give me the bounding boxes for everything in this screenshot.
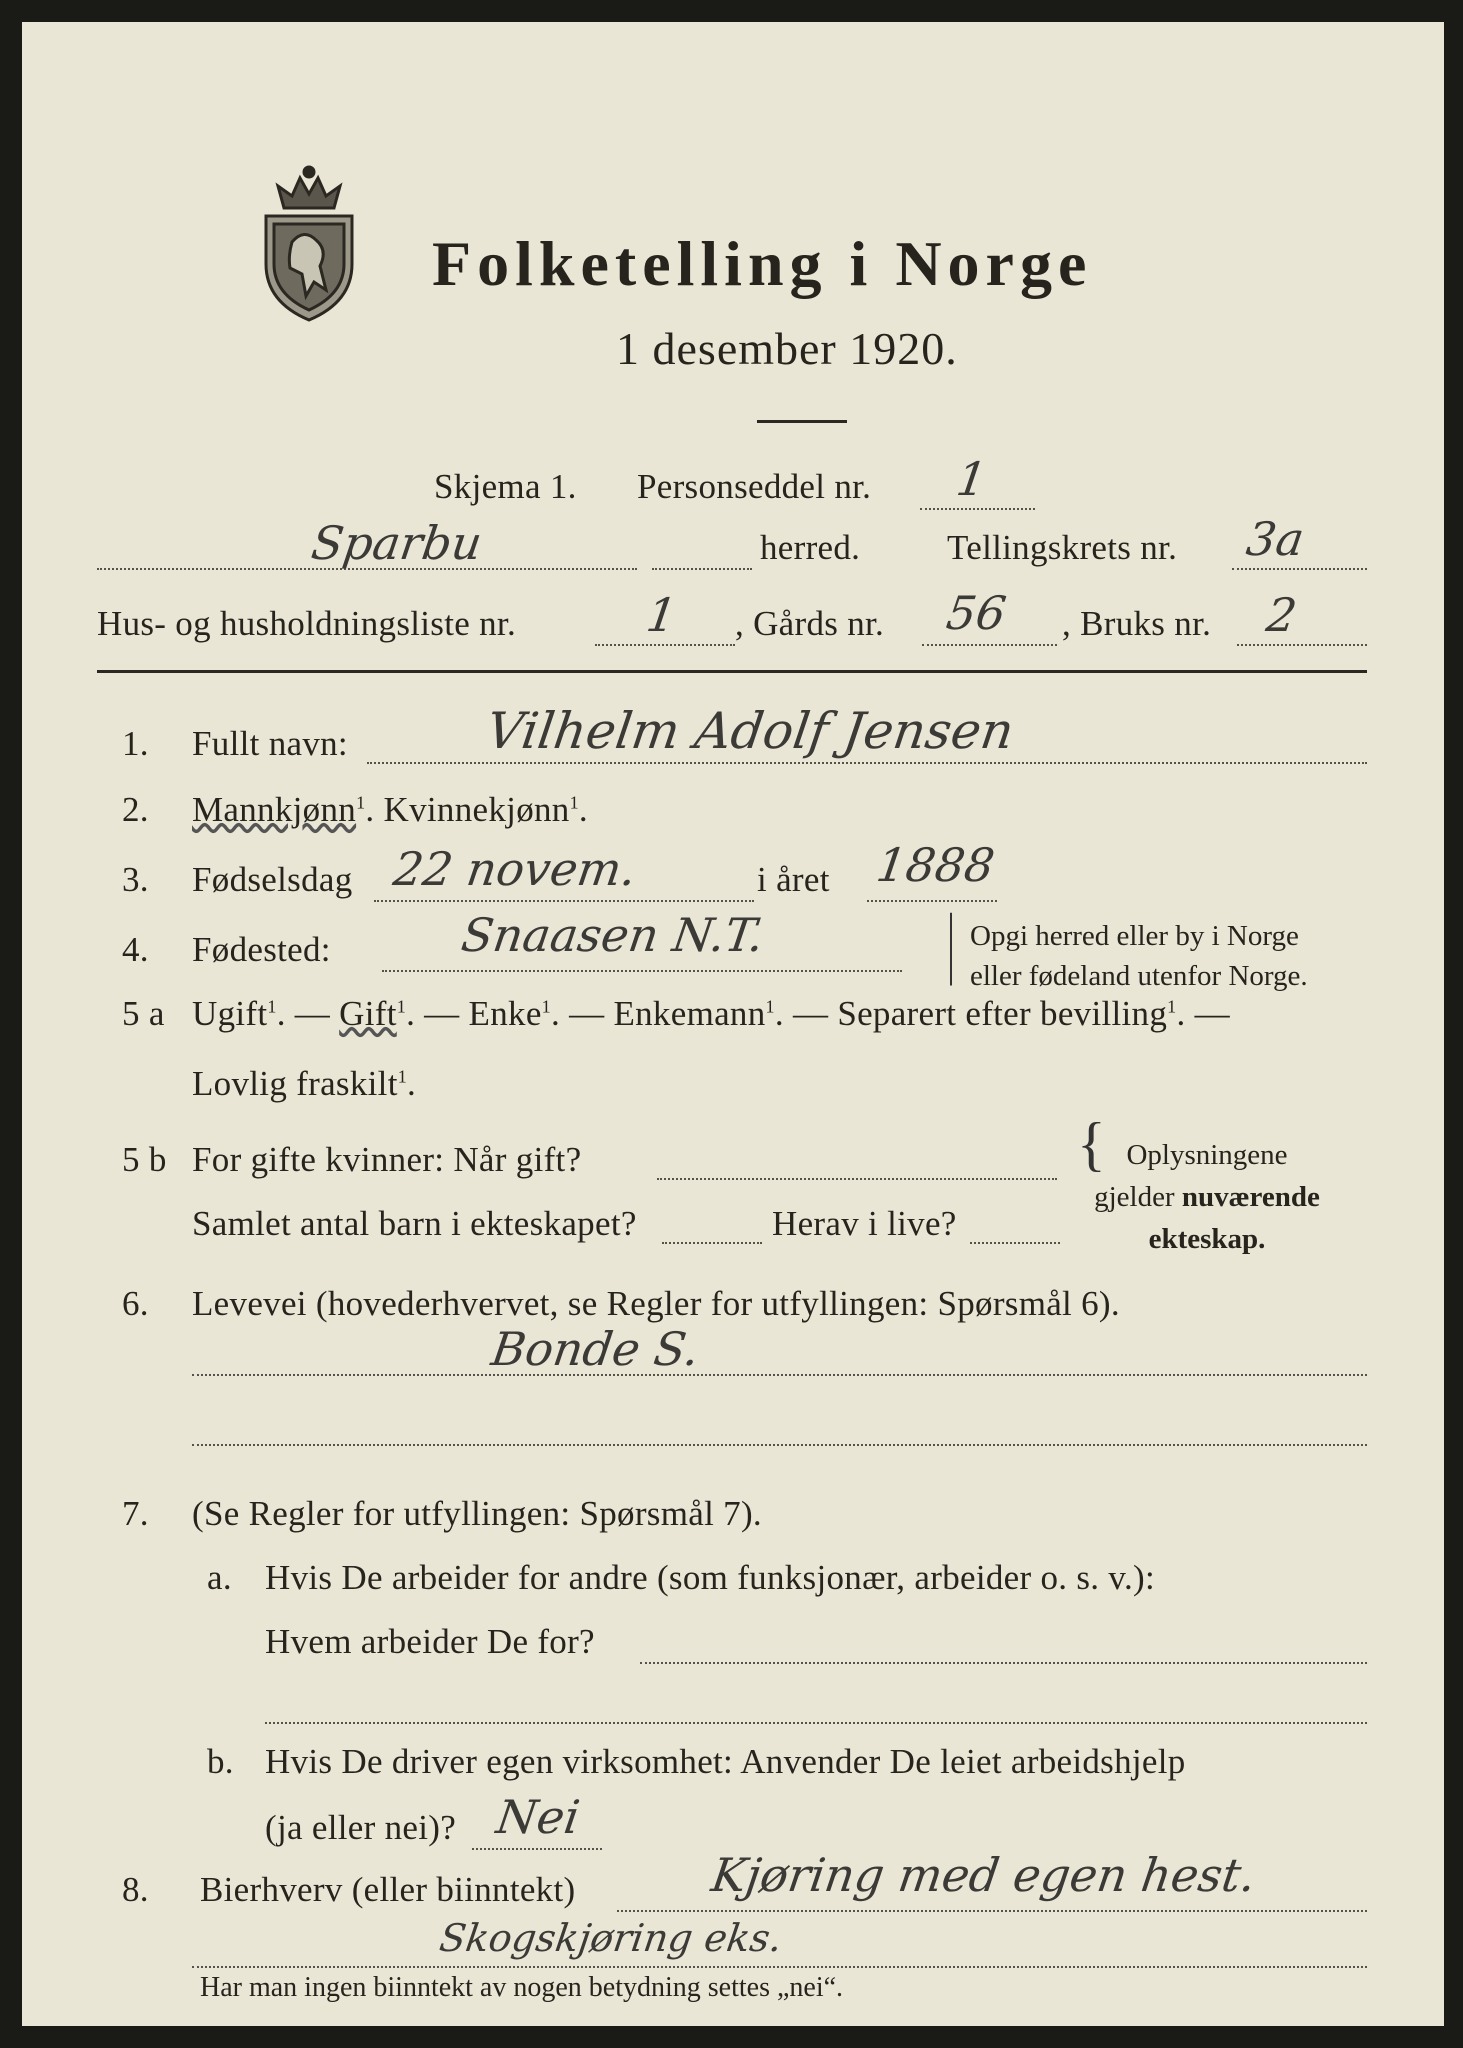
q1-label: Fullt navn: xyxy=(192,724,348,763)
gift-option[interactable]: Gift xyxy=(339,994,397,1033)
bruks-label: , Bruks nr. xyxy=(1062,604,1212,643)
employer-field-2[interactable] xyxy=(265,1722,1367,1724)
header-divider xyxy=(97,670,1367,673)
q7b-number: b. xyxy=(207,1742,234,1781)
q7-label: (Se Regler for utfyllingen: Spørsmål 7). xyxy=(192,1494,762,1533)
q8-label: Bierhverv (eller biinntekt) xyxy=(200,1870,576,1909)
skjema-label: Skjema 1. xyxy=(434,467,577,506)
occupation-value[interactable]: Bonde S. xyxy=(488,1322,703,1376)
male-option[interactable]: Mannkjønn xyxy=(192,790,357,829)
q6-number: 6. xyxy=(122,1284,149,1323)
children-label: Samlet antal barn i ekteskapet? xyxy=(192,1204,637,1243)
q2-options[interactable]: Mannkjønn$^1$. Kvinnekjønn$^1$. xyxy=(192,790,588,829)
footer-note: Har man ingen biinntekt av nogen betydning settes „nei“. xyxy=(200,1972,844,2003)
q4-label: Fødested: xyxy=(192,930,331,969)
alive-label: Herav i live? xyxy=(772,1204,957,1243)
gards-label: , Gårds nr. xyxy=(735,604,885,643)
q5a-number: 5 a xyxy=(122,994,165,1033)
q1-number: 1. xyxy=(122,724,149,763)
birthplace-value[interactable]: Snaasen N.T. xyxy=(458,908,768,962)
form-date: 1 desember 1920. xyxy=(616,323,958,374)
enke-option[interactable]: Enke xyxy=(468,994,542,1033)
q3-label: Fødselsdag xyxy=(192,860,353,899)
census-form: Folketelling i Norge 1 desember 1920. Skjema 1. Personseddel nr. 1 Sparbu herred. Tellingskrets nr. 3a Hus- og husholdningsliste nr. 1 , Gårds nr. 56 , Bruks nr. 2 1. Fullt navn: Vilhelm Adolf Jensen 2. Mannkjønn$^1$. Kvinnekjønn$^1$. 3. Fødselsdag 22 novem. i året 1888 4. Fødested: Snaasen N.T. | | Opgi herred eller by i Norge eller fødeland utenfor Norge. 5 a Ugift$^1$. — Gift$^1$. — Enke$^1$. — Enkemann$^1$. — Separert efter bevilling$^1$. — Lovlig fraskilt$^1$. 5 b For gifte kvinner: Når gift? Samlet antal barn i ekteskapet? Herav i live? { Oplysningene gjelder nuværende ekteskap. 6. Levevei (hovederhvervet, se Regler for utfyllingen: Spørsmål 6). Bonde S. 7. (Se Regler for utfyllingen: Spørsmål 7). a. Hvis De arbeider for andre (som funksjonær, arbeider o. s. v.): Hvem arbeider De for? b. Hvis De driver egen virksomhet: Anvender De leiet arbeidshjelp (ja eller nei)? Nei 8. Bierhverv (eller biinntekt) Kjøring med egen hest. Skogskjøring eks. Har man ingen biinntekt av nogen betydning settes „nei“. xyxy=(22,22,1444,2026)
q2-number: 2. xyxy=(122,790,149,829)
occupation-line-2[interactable] xyxy=(192,1444,1367,1446)
gards-value[interactable]: 56 xyxy=(943,586,1010,640)
marriage-note: Oplysningene gjelder nuværende ekteskap. xyxy=(1094,1139,1320,1255)
married-when-label: For gifte kvinner: Når gift? xyxy=(192,1140,582,1179)
q7a-number: a. xyxy=(207,1558,232,1597)
q3-number: 3. xyxy=(122,860,149,899)
secondary-income-value[interactable]: Kjøring med egen hest. xyxy=(708,1848,1260,1902)
tellingskrets-label: Tellingskrets nr. xyxy=(947,528,1178,567)
birth-year-value[interactable]: 1888 xyxy=(873,838,998,892)
personseddel-label: Personseddel nr. xyxy=(637,467,872,506)
q4-number: 4. xyxy=(122,930,149,969)
separert-option[interactable]: Separert efter bevilling xyxy=(837,994,1168,1033)
personseddel-value[interactable]: 1 xyxy=(953,452,991,506)
enkemann-option[interactable]: Enkemann xyxy=(613,994,766,1033)
marital-status-options[interactable]: Ugift$^1$. — Gift$^1$. — Enke$^1$. — Enkemann$^1$. — Separert efter bevilling$^1$. — xyxy=(192,994,1230,1033)
employer-field[interactable] xyxy=(640,1662,1367,1664)
alive-field[interactable] xyxy=(970,1242,1060,1244)
hired-help-value[interactable]: Nei xyxy=(493,1790,583,1844)
hus-value[interactable]: 1 xyxy=(643,588,681,642)
children-field[interactable] xyxy=(662,1242,762,1244)
q7-number: 7. xyxy=(122,1494,149,1533)
secondary-income-value-2[interactable]: Skogskjøring eks. xyxy=(436,1916,785,1960)
hus-label: Hus- og husholdningsliste nr. xyxy=(97,604,516,643)
bruks-value[interactable]: 2 xyxy=(1263,588,1301,642)
coat-of-arms-icon xyxy=(254,164,364,324)
full-name-value[interactable]: Vilhelm Adolf Jensen xyxy=(482,702,1018,760)
birthplace-note: Opgi herred eller by i Norge eller fødeland utenfor Norge. xyxy=(970,920,1308,992)
form-title: Folketelling i Norge xyxy=(432,228,1093,299)
fraskilt-option[interactable]: Lovlig fraskilt xyxy=(192,1064,398,1103)
q8-number: 8. xyxy=(122,1870,149,1909)
ugift-option[interactable]: Ugift xyxy=(192,994,268,1033)
title-divider xyxy=(757,420,847,423)
hired-help-label: (ja eller nei)? xyxy=(265,1808,457,1847)
q5b-number: 5 b xyxy=(122,1140,167,1179)
employer-label: Hvem arbeider De for? xyxy=(265,1622,595,1661)
year-label: i året xyxy=(757,860,830,899)
herred-value[interactable]: Sparbu xyxy=(308,516,486,570)
birthday-value[interactable]: 22 novem. xyxy=(390,842,640,896)
q6-label: Levevei (hovederhvervet, se Regler for utfyllingen: Spørsmål 6). xyxy=(192,1284,1120,1323)
herred-label: herred. xyxy=(760,528,861,567)
q7a-text: Hvis De arbeider for andre (som funksjonær, arbeider o. s. v.): xyxy=(265,1558,1155,1597)
female-option[interactable]: Kvinnekjønn xyxy=(383,790,570,829)
married-when-field[interactable] xyxy=(657,1178,1057,1180)
q7b-text: Hvis De driver egen virksomhet: Anvender De leiet arbeidshjelp xyxy=(265,1742,1186,1781)
tellingskrets-value[interactable]: 3a xyxy=(1243,512,1308,566)
